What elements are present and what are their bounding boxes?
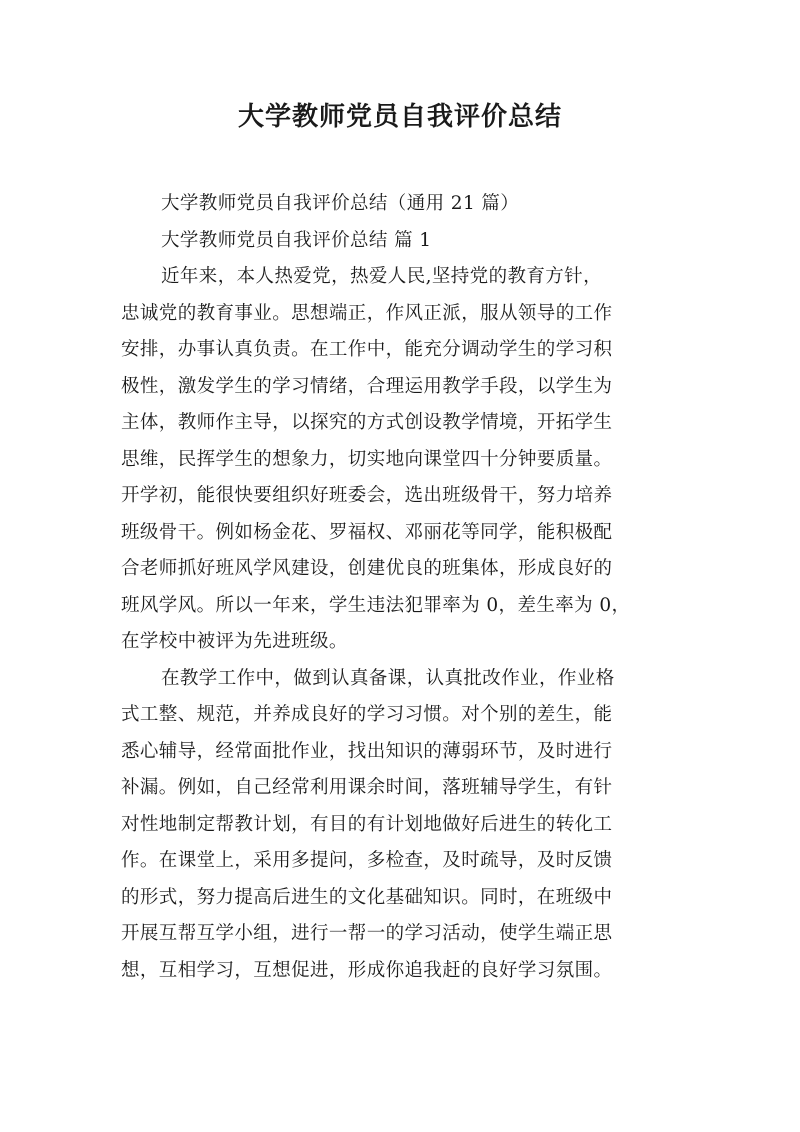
document-body: [121, 186, 691, 989]
paragraph-line: 悉心辅导，经常面批作业，找出知识的薄弱环节，及时进行: [121, 740, 613, 762]
paragraph-line: 想，互相学习，互想促进，形成你追我赶的良好学习氛围。: [121, 959, 613, 981]
paragraph-line: 班风学风。所以一年来，学生违法犯罪率为 0，差生率为 0，: [121, 594, 631, 616]
section-heading: 大学教师党员自我评价总结 篇 1: [161, 229, 432, 251]
paragraph-line: 安排，办事认真负责。在工作中，能充分调动学生的学习积: [121, 339, 613, 360]
paragraph-2: [121, 661, 691, 990]
document-title: 大学教师党员自我评价总结: [237, 102, 562, 132]
paragraph-line: 在学校中被评为先进班级。: [121, 631, 348, 652]
paragraph-line: 班级骨干。例如杨金花、罗福权、邓丽花等同学，能积极配: [121, 521, 613, 543]
paragraph-line: 对性地制定帮教计划，有目的有计划地做好后进生的转化工: [121, 813, 613, 835]
paragraph-line: 作。在课堂上，采用多提问，多检查，及时疏导，及时反馈: [121, 850, 613, 871]
paragraph-line: 开展互帮互学小组，进行一帮一的学习活动，使学生端正思: [121, 923, 613, 944]
paragraph-line: 主体，教师作主导，以探究的方式创设教学情境，开拓学生: [121, 412, 613, 433]
paragraph-line: 极性，激发学生的学习情绪，合理运用教学手段，以学生为: [121, 375, 613, 397]
paragraph-line: 的形式，努力提高后进生的文化基础知识。同时，在班级中: [121, 886, 613, 908]
paragraph-line: 近年来，本人热爱党，热爱人民,坚持党的教育方针，: [161, 266, 602, 287]
paragraph-line: 思维，民挥学生的想象力，切实地向课堂四十分钟要质量。: [121, 448, 613, 470]
paragraph-line: 合老师抓好班风学风建设，创建优良的班集体，形成良好的: [121, 558, 613, 579]
paragraph-line: 补漏。例如，自己经常利用课余时间，落班辅导学生，有针: [121, 777, 613, 798]
document-subtitle: 大学教师党员自我评价总结（通用 21 篇）: [161, 193, 520, 214]
paragraph-line: 式工整、规范，并养成良好的学习习惯。对个别的差生，能: [121, 704, 613, 725]
paragraph-line: 在教学工作中，做到认真备课，认真批改作业，作业格: [161, 667, 615, 689]
paragraph-1: [121, 259, 691, 661]
paragraph-line: 忠诚党的教育事业。思想端正，作风正派，服从领导的工作: [121, 302, 613, 324]
paragraph-line: 开学初，能很快要组织好班委会，选出班级骨干，努力培养: [121, 485, 613, 506]
